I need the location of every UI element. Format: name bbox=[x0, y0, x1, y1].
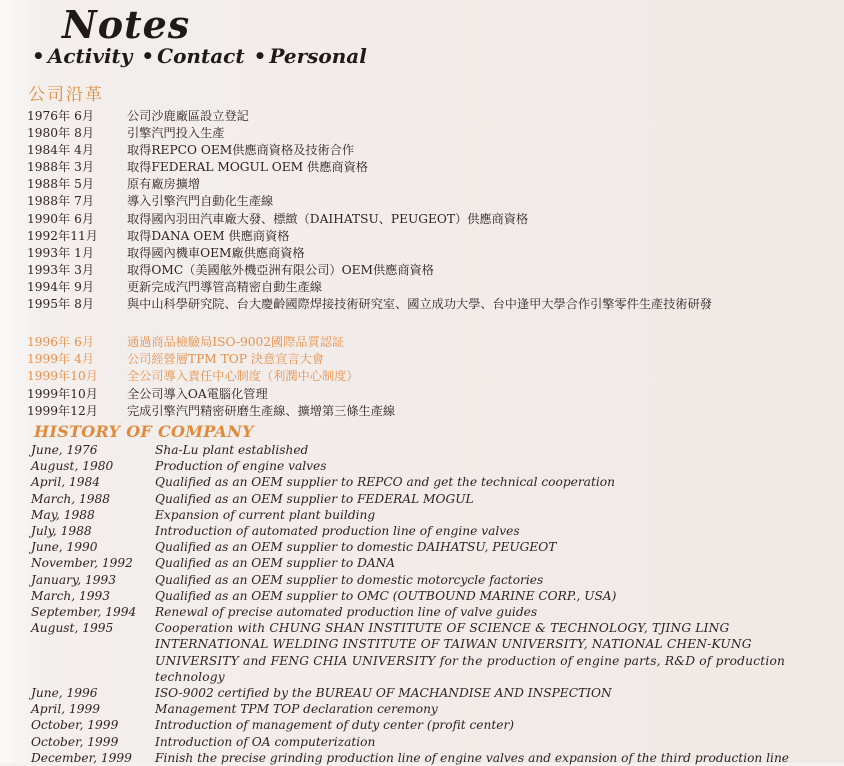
en-history-text: Qualified as an OEM supplier to REPCO and get the technical cooperation bbox=[155, 475, 615, 490]
zh-history-text: 公司沙鹿廠區設立登記 bbox=[127, 109, 249, 123]
en-history-date: March, 1988 bbox=[31, 491, 111, 506]
en-history-date: May, 1988 bbox=[31, 507, 95, 522]
zh-history-row bbox=[27, 176, 842, 193]
zh-history-text: 取得DANA OEM 供應商資格 bbox=[127, 228, 290, 243]
zh-history-date: 1988年 5月 bbox=[27, 177, 95, 192]
en-history-date: April, 1999 bbox=[31, 702, 100, 717]
subtitle-contact: Contact bbox=[157, 44, 245, 68]
en-history-row bbox=[31, 717, 841, 733]
zh-history-list bbox=[27, 108, 842, 420]
bullet-icon: • bbox=[141, 44, 155, 68]
zh-history-text: 導入引擎汽門自動化生產線 bbox=[127, 194, 274, 209]
en-history-text: Qualified as an OEM supplier to FEDERAL MOGUL bbox=[155, 491, 474, 506]
subtitle-personal: Personal bbox=[269, 44, 367, 68]
en-history-text: Qualified as an OEM supplier to OMC (OUTBOUND MARINE CORP., USA) bbox=[155, 588, 617, 603]
zh-history-date: 1988年 7月 bbox=[27, 194, 95, 209]
zh-history-text: 取得國內羽田汽車廠大發、標緻（DAIHATSU、PEUGEOT）供應商資格 bbox=[127, 211, 529, 226]
en-history-row bbox=[31, 458, 841, 474]
en-history-date: June, 1976 bbox=[31, 443, 98, 457]
en-history-row bbox=[31, 572, 841, 588]
zh-history-row bbox=[27, 262, 842, 279]
en-history-row bbox=[31, 474, 841, 490]
en-history-text: Finish the precise grinding production line of engine valves and expansion of the third production line bbox=[155, 750, 790, 765]
en-history-text: Renewal of precise automated production line of valve guides bbox=[155, 605, 538, 620]
en-history-row bbox=[31, 588, 841, 604]
zh-history-date: 1988年 3月 bbox=[27, 160, 95, 175]
en-history-date: November, 1992 bbox=[31, 556, 133, 571]
en-history-text: Qualified as an OEM supplier to domestic motorcycle factories bbox=[155, 572, 544, 587]
zh-history-heading: 公司沿革 bbox=[28, 85, 104, 105]
en-history-row bbox=[31, 750, 841, 766]
zh-history-date: 1990年 6月 bbox=[27, 211, 95, 226]
en-history-date: June, 1990 bbox=[31, 540, 98, 555]
en-history-row bbox=[31, 539, 841, 555]
zh-history-date: 1999年10月 bbox=[27, 386, 98, 401]
zh-history-row bbox=[27, 228, 842, 245]
en-history-text: Introduction of automated production line of engine valves bbox=[155, 524, 520, 539]
zh-history-text: 公司經營層TPM TOP 決意宣言大會 bbox=[127, 352, 324, 367]
zh-history-date: 1999年12月 bbox=[27, 403, 98, 418]
en-history-text: Qualified as an OEM supplier to DANA bbox=[155, 556, 396, 571]
zh-history-row bbox=[27, 296, 842, 330]
en-history-date: January, 1993 bbox=[31, 572, 116, 587]
zh-history-text: 完成引擎汽門精密研磨生產線、擴增第三條生產線 bbox=[127, 403, 396, 418]
zh-history-text: 引擎汽門投入生產 bbox=[127, 126, 225, 141]
en-history-row bbox=[31, 442, 841, 458]
zh-history-row bbox=[27, 245, 842, 262]
page-subtitle bbox=[30, 44, 367, 68]
zh-history-row bbox=[27, 211, 842, 228]
en-history-heading: HISTORY OF COMPANY bbox=[34, 422, 254, 441]
en-history-text: Introduction of management of duty center (profit center) bbox=[155, 718, 515, 733]
en-history-row bbox=[31, 555, 841, 571]
zh-history-text: 與中山科學研究院、台大慶齡國際焊接技術研究室、國立成功大學、台中逢甲大學合作引擎零件生產技術研發 bbox=[127, 297, 712, 312]
en-history-date: April, 1984 bbox=[31, 475, 100, 490]
en-history-text: ISO-9002 certified by the BUREAU OF MACHANDISE AND INSPECTION bbox=[155, 686, 612, 701]
zh-history-date: 1996年 6月 bbox=[27, 335, 95, 350]
zh-history-text: 更新完成汽門導管高精密自動生產線 bbox=[127, 279, 322, 294]
en-history-date: December, 1999 bbox=[31, 750, 132, 765]
en-history-text: Qualified as an OEM supplier to domestic DAIHATSU, PEUGEOT bbox=[155, 540, 557, 555]
zh-history-row bbox=[27, 386, 842, 403]
zh-history-row-highlight bbox=[27, 351, 842, 368]
zh-history-date: 1984年 4月 bbox=[27, 143, 95, 158]
en-history-row bbox=[31, 507, 841, 523]
zh-history-date: 1999年10月 bbox=[27, 369, 98, 384]
en-history-text: Sha-Lu plant established bbox=[155, 443, 309, 457]
zh-history-row-highlight bbox=[27, 334, 842, 351]
zh-history-row bbox=[27, 159, 842, 176]
subtitle-activity: Activity bbox=[47, 44, 133, 68]
en-history-row bbox=[31, 685, 841, 701]
page-title: Notes bbox=[62, 2, 191, 47]
en-history-text: Introduction of OA computerization bbox=[155, 734, 376, 749]
zh-history-date: 1994年 9月 bbox=[27, 279, 95, 294]
en-history-row bbox=[31, 701, 841, 717]
en-history-text: Cooperation with CHUNG SHAN INSTITUTE OF SCIENCE & TECHNOLOGY, TJING LING INTERNATIONAL WELDING INSTITUTE OF TAIWAN UNIVERSITY, NATIONAL CHEN-KUNG UNIVERSITY and FENG CHIA UNIVERSITY for the production of engine parts, R&D of production technology bbox=[155, 621, 786, 684]
zh-history-row bbox=[27, 142, 842, 159]
en-history-list bbox=[31, 442, 841, 766]
en-history-row bbox=[31, 620, 841, 685]
zh-history-text: 原有廠房擴增 bbox=[127, 177, 201, 192]
zh-history-row bbox=[27, 193, 842, 210]
zh-history-date: 1976年 6月 bbox=[27, 109, 95, 123]
zh-history-row bbox=[27, 279, 842, 296]
en-history-text: Management TPM TOP declaration ceremony bbox=[155, 702, 438, 717]
zh-history-text: 取得FEDERAL MOGUL OEM 供應商資格 bbox=[127, 160, 368, 175]
zh-history-row bbox=[27, 108, 842, 125]
bullet-icon: • bbox=[32, 44, 45, 68]
en-history-text: Expansion of current plant building bbox=[155, 507, 376, 522]
en-history-row bbox=[31, 734, 841, 750]
bullet-icon: • bbox=[253, 44, 267, 68]
zh-history-text: 全公司導入責任中心制度（利潤中心制度） bbox=[127, 369, 359, 384]
zh-history-date: 1980年 8月 bbox=[27, 126, 95, 141]
en-history-row bbox=[31, 523, 841, 539]
en-history-date: June, 1996 bbox=[31, 686, 98, 701]
zh-history-row-highlight bbox=[27, 368, 842, 385]
zh-history-date: 1992年11月 bbox=[27, 228, 98, 243]
zh-history-text: 取得國內機車OEM廠供應商資格 bbox=[127, 245, 305, 260]
zh-history-date: 1993年 1月 bbox=[27, 245, 95, 260]
en-history-date: August, 1980 bbox=[31, 459, 114, 474]
en-history-date: March, 1993 bbox=[31, 588, 111, 603]
zh-history-row bbox=[27, 125, 842, 142]
en-history-text: Production of engine valves bbox=[155, 459, 327, 474]
zh-history-date: 1999年 4月 bbox=[27, 352, 95, 367]
zh-history-date: 1993年 3月 bbox=[27, 262, 95, 277]
en-history-date: August, 1995 bbox=[31, 621, 114, 636]
en-history-row bbox=[31, 491, 841, 507]
zh-history-text: 取得OMC（美國舷外機亞洲有限公司）OEM供應商資格 bbox=[127, 262, 434, 277]
en-history-date: July, 1988 bbox=[31, 524, 92, 539]
en-history-row bbox=[31, 604, 841, 620]
zh-history-row bbox=[27, 403, 842, 420]
zh-history-date: 1995年 8月 bbox=[27, 297, 95, 312]
en-history-date: October, 1999 bbox=[31, 718, 119, 733]
zh-history-text: 取得REPCO OEM供應商資格及技術合作 bbox=[127, 143, 355, 158]
en-history-date: September, 1994 bbox=[31, 605, 137, 620]
zh-history-text: 通過商品檢驗局ISO-9002國際品質認証 bbox=[127, 335, 345, 350]
zh-history-text: 全公司導入OA電腦化管理 bbox=[127, 386, 268, 401]
en-history-date: October, 1999 bbox=[31, 734, 119, 749]
